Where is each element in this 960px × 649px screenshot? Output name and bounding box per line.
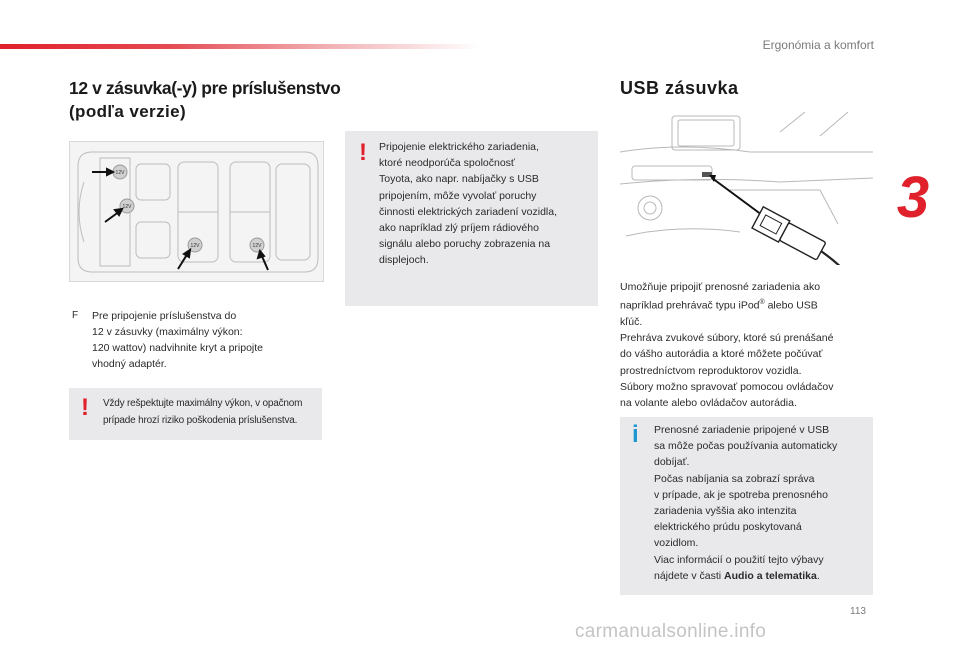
info-line: Počas nabíjania sa zobrazí správa (654, 472, 815, 485)
info-line: Viac informácií o použití tejto výbavy (654, 553, 824, 566)
warning-line: ako napríklad zlý príjem rádiového (379, 222, 539, 235)
body-text: napríklad prehrávač typu iPod (620, 299, 760, 312)
info-line (654, 568, 868, 584)
info-text: . (816, 569, 820, 582)
warning-line: Toyota, ako napr. nabíjačky s USB (379, 173, 539, 186)
info-line: v prípade, ak je spotreba prenosného (654, 488, 828, 501)
body-line: do vášho autorádia a ktoré môžete počúvať (620, 348, 823, 361)
info-text: nájdete v časti (654, 569, 725, 582)
warning-line: pripojením, môže vyvolať poruchy (379, 189, 537, 202)
chapter-tab-number: 3 (896, 165, 930, 230)
info-line: elektrického prúdu poskytovaná (654, 521, 802, 534)
left-heading-line2: (podľa verzie) (69, 102, 187, 121)
warning-line: prípade hrozí riziko poškodenia príslušenstva. (103, 415, 298, 426)
usb-charging-info-box (620, 417, 873, 595)
warning-exclamation-icon: ! (81, 394, 89, 421)
body-line: na volante alebo ovládačov autorádia. (620, 396, 797, 409)
usb-description (620, 279, 876, 411)
max-power-warning-box (69, 388, 322, 440)
socket-label-2: 12V (122, 204, 132, 210)
info-icon: i (632, 421, 639, 448)
body-text: alebo USB (764, 299, 818, 312)
socket-label-1: 12V (115, 170, 125, 176)
registered-mark: ® (759, 299, 765, 307)
info-line: dobíjať. (654, 456, 690, 469)
warning-line: signálu alebo poruchy zobrazenia na (379, 238, 551, 251)
instruction-line: 120 wattov) nadvihnite kryt a pripojte (92, 342, 264, 354)
warning-line: Vždy rešpektujte maximálny výkon, v opačnom (103, 398, 303, 409)
warning-line: činnosti elektrických zariadení vozidla, (379, 205, 557, 218)
warning-line: ktoré neodporúča spoločnosť (379, 157, 515, 170)
warning-line: displejoch. (379, 254, 429, 267)
electrical-device-warning-box (345, 131, 598, 306)
header-accent-bar (0, 44, 480, 49)
usb-socket-figure (620, 112, 873, 265)
socket-label-3: 12V (190, 243, 200, 249)
warning-line: Pripojenie elektrického zariadenia, (379, 141, 539, 153)
socket-label-4: 12V (252, 243, 262, 249)
watermark: carmanualsonline.info (575, 621, 767, 642)
info-line: sa môže počas používania automaticky (654, 440, 838, 453)
van-sockets-figure (69, 141, 324, 282)
audio-telematics-reference: Audio a telematika (724, 569, 817, 582)
body-line: prostredníctvom reproduktorov vozidla. (620, 364, 802, 377)
usb-heading: USB zásuvka (620, 78, 739, 98)
body-line: kľúč. (620, 315, 643, 328)
van-interior-illustration (70, 142, 323, 281)
instruction-line: vhodný adaptér. (92, 358, 167, 370)
section-title: Ergonómia a komfort (762, 38, 874, 52)
body-line (620, 295, 876, 314)
info-line: vozidlom. (654, 537, 699, 550)
dashboard-usb-illustration (620, 112, 873, 265)
instruction-line: Pre pripojenie príslušenstva do (92, 310, 237, 322)
left-heading-line1: 12 v zásuvka(-y) pre príslušenstvo (69, 78, 341, 98)
body-line: Umožňuje pripojiť prenosné zariadenia ako (620, 281, 821, 293)
info-line: zariadenia vyššia ako intenzita (654, 505, 797, 518)
page-number: 113 (850, 606, 866, 617)
socket-instruction (72, 308, 312, 372)
body-line: Prehráva zvukové súbory, ktoré sú prenášané (620, 332, 834, 345)
warning-exclamation-icon: ! (359, 139, 367, 166)
bullet-marker: F (72, 310, 79, 321)
body-line: Súbory možno spravovať pomocou ovládačov (620, 380, 834, 393)
left-heading (69, 76, 340, 124)
instruction-line: 12 v zásuvky (maximálny výkon: (92, 326, 243, 338)
info-line: Prenosné zariadenie pripojené v USB (654, 424, 830, 436)
